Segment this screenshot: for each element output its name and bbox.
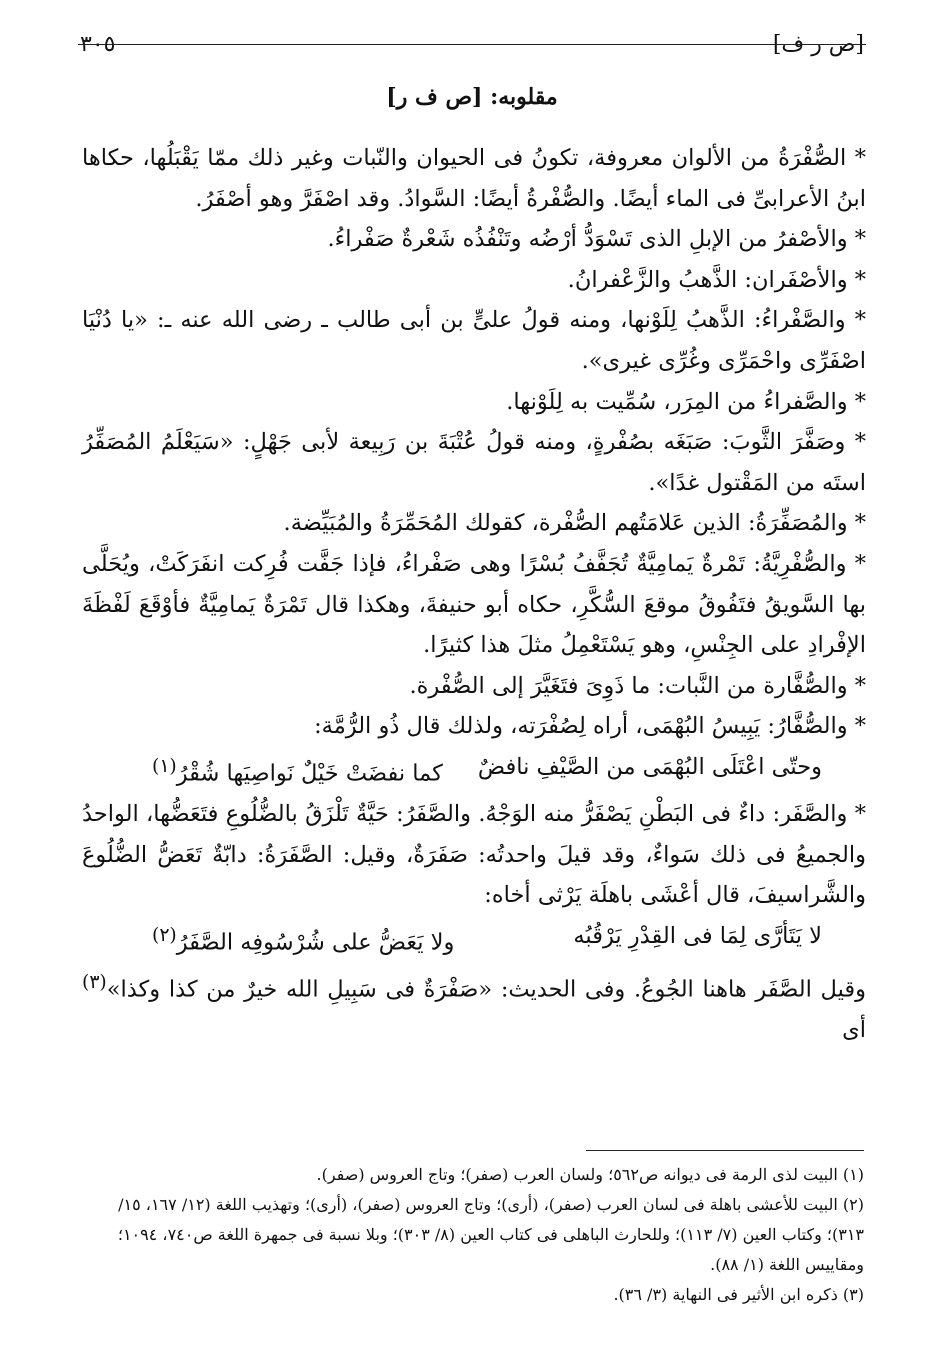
header-rule — [78, 44, 866, 45]
footnote: (٢) البيت للأعشى باهلة فى لسان العرب (صفر)، (أرى)؛ وتاج العروس (صفر)، (أرى)؛ وتهذيب اللغة (١٢/ ١٦٧، ١٥/ ٣١٣)؛ وكتاب العين (٧/ ١١٣)؛ وللحارث الباهلى فى كتاب العين (٨/ ٣٠٣)؛ وبلا نسبة فى جمهرة اللغة ص٧٤٠، ١٠٩٤؛ ومقاييس اللغة (١/ ٨٨). — [117, 1195, 864, 1274]
footnote: (٣) ذكره ابن الأثير فى النهاية (٣/ ٣٦). — [613, 1285, 864, 1304]
verse-first-hemistich: وحتّى اعْتَلَى البُهْمَى من الصَّيْفِ نافضٌ — [477, 753, 822, 780]
verse-second-hemistich: ولا يَعَضُّ على شُرْسُوفِه الصَّفَرُ$^{(٢)}$ — [152, 924, 455, 956]
page-number: ٣٠٥ — [80, 32, 116, 57]
verse-line — [82, 747, 866, 794]
footnote: (١) البيت لذى الرمة فى ديوانه ص٥٦٢؛ ولسان العرب (صفر)؛ وتاج العروس (صفر). — [316, 1165, 864, 1184]
section-title: مقلوبه: [ص ف ر] — [386, 84, 558, 110]
footnotes — [82, 1160, 864, 1310]
verse-line — [82, 916, 866, 963]
footnote-rule — [586, 1150, 864, 1151]
verse-first-hemistich: لا يَتَأرَّى لِمَا فى القِدْرِ يَرْقُبُه — [573, 922, 822, 949]
main-text — [82, 138, 866, 1051]
paragraph: * والأصْفَران: الذَّهبُ والزَّعْفرانُ. — [567, 266, 866, 293]
paragraph: * والصَّفَر: داءٌ فى البَطْنِ يَصْفَرُّ منه الوَجْهُ. والصَّفَرُ: حَيَّةٌ تَلْزَقُ بالضُّلُوعِ فتَعَضُّها، الواحدُ والجميعُ فى ذلك سَواءٌ، وقد قيلَ واحدتُه: صَفَرَةٌ، وقيل: الصَّفَرَةُ: دابّةٌ تَعَضُّ الضُّلُوعَ والشَّراسيفَ، قال أعْشَى باهلَة يَرْثى أخاه: — [82, 801, 866, 909]
paragraph: * والصُّفْرِيَّةُ: تَمْرةٌ يَمامِيَّةٌ تُجَفَّفُ بُسْرًا وهى صَفْراءُ، فإذا جَفَّت فُرِكت انفَرَكَتْ، ويُحَلَّى بها السَّويقُ فتَفُوقُ موقعَ السُّكَّرِ، حكاه أبو حنيفةَ، وهكذا قال تَمْرَةٌ يَمامِيَّةٌ فأوْقَعَ لَفْظَةَ الإفْرادِ على الجِنْسِ، وهو يَسْتَعْمِلُ مثلَ هذا كثيرًا. — [82, 550, 866, 659]
paragraph: * والصَّفْراءُ: الذَّهبُ لِلَوْنها، ومنه قولُ علىٍّ بن أبى طالب ـ رضى الله عنه ـ: «يا دُنْيَا اصْفَرِّى واحْمَرِّى وغُرِّى غيرى». — [82, 307, 866, 374]
footnote-ref: (٢) — [152, 924, 177, 946]
paragraph: * والصُّفَّارُ: يَبِيسُ البُهْمَى، أراه لِصُفْرَته، ولذلك قال ذُو الرُّمَّة: — [314, 713, 866, 740]
header-root: [ص ر ف] — [772, 32, 864, 57]
paragraph: * الصُّفْرَةُ من الألوان معروفة، تكونُ فى الحيوان والنّبات وغير ذلك ممّا يَقْبَلُها، حكاها ابنُ الأعرابىِّ فى الماء أيضًا. والصُّفْرةُ أيضًا: السَّوادُ. وقد اصْفَرَّ وهو أصْفَرُ. — [82, 145, 866, 212]
paragraph: * والصَّفراءُ من المِرَر، سُمِّيت به لِلَوْنها. — [506, 388, 866, 415]
paragraph: * والمُصَفِّرَةُ: الذين عَلامَتُهم الصُّفْرة، كقولك المُحَمِّرَةُ والمُبَيِّضة. — [283, 510, 866, 537]
paragraph: * والصُّفَّارة من النَّبات: ما ذَوِىَ فتَغَيَّرَ إلى الصُّفْرة. — [409, 672, 866, 699]
footnote-ref: (٣) — [82, 971, 107, 993]
verse-second-hemistich: كما نفضَتْ خَيْلٌ نَواصِيَها شُقْرُ$^{(١)}$ — [152, 755, 443, 787]
running-header — [80, 32, 864, 64]
paragraph: * والأصْفرُ من الإبلِ الذى تَسْوَدُّ أرْضُه وتَنْفُذُه شَعْرةٌ صَفْراءُ. — [327, 226, 866, 253]
paragraph: * وصَفَّرَ الثَّوبَ: صَبَغَه بصُفْرةٍ، ومنه قولُ عُتْبَةَ بن رَبِيعة لأبى جَهْلٍ: «سَيَعْلَمُ المُصَفِّرُ استَه من المَقْتول غدًا». — [82, 429, 866, 496]
footnote-ref: (١) — [152, 755, 177, 777]
paragraph: وقيل الصَّفَر هاهنا الجُوعُ. وفى الحديث: «صَفْرَةٌ فى سَبِيلِ الله خيرٌ من كذا وكذا»$^{(٣)}$ أى — [82, 971, 866, 1043]
